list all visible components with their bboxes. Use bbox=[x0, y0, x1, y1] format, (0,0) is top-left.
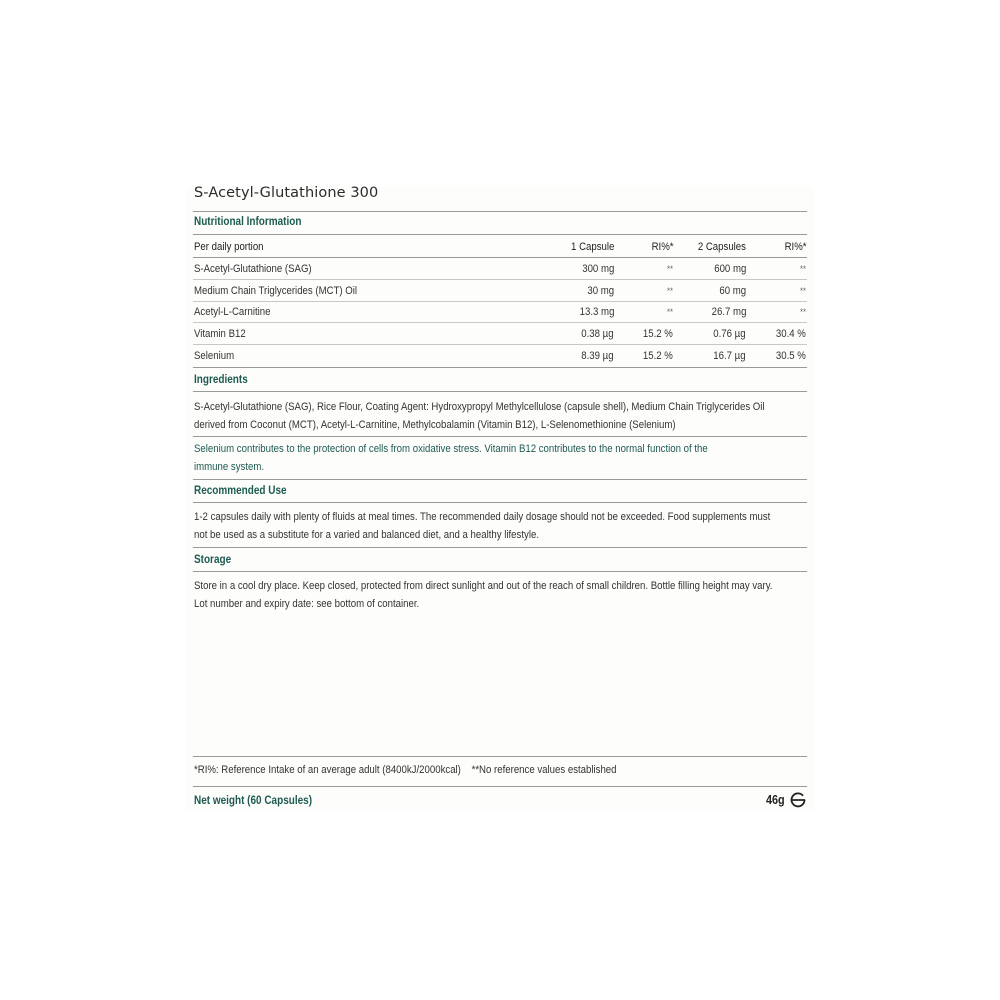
nutrient-amount-2: 60 mg bbox=[719, 285, 746, 297]
column-header-1-capsule: 1 Capsule bbox=[570, 241, 614, 253]
nutrient-amount-2: 16.7 µg bbox=[713, 350, 746, 362]
divider bbox=[193, 301, 807, 302]
column-header-portion: Per daily portion bbox=[194, 241, 264, 253]
storage-line: Store in a cool dry place. Keep closed, protected from direct sunlight and out of the reach of small children. Bottle filling height may vary. bbox=[194, 580, 773, 592]
column-header-ri-1: RI%* bbox=[651, 241, 673, 253]
divider bbox=[193, 502, 807, 503]
net-weight-label: Net weight (60 Capsules) bbox=[194, 794, 313, 807]
divider bbox=[193, 367, 807, 368]
ingredients-text bbox=[194, 399, 808, 434]
divider bbox=[193, 344, 807, 345]
health-claims bbox=[194, 441, 808, 476]
nutrient-ri-2: 30.4 % bbox=[776, 328, 806, 340]
nutrient-name: Vitamin B12 bbox=[194, 328, 246, 340]
nutrient-ri-2: 30.5 % bbox=[776, 350, 806, 362]
nutrient-amount-2: 600 mg bbox=[713, 263, 746, 275]
nutrient-ri-1: 15.2 % bbox=[643, 350, 673, 362]
storage-heading: Storage bbox=[194, 553, 232, 566]
nutrient-name: Medium Chain Triglycerides (MCT) Oil bbox=[194, 285, 358, 297]
divider bbox=[193, 391, 807, 392]
divider bbox=[193, 234, 807, 235]
nutrient-ri-1: 15.2 % bbox=[643, 328, 673, 340]
nutrient-amount-1: 300 mg bbox=[581, 263, 614, 275]
recommended-use-text bbox=[194, 509, 808, 544]
nutrient-ri-2: ** bbox=[799, 307, 806, 317]
nutrient-ri-2: ** bbox=[799, 286, 806, 296]
nutrient-amount-1: 8.39 µg bbox=[581, 350, 614, 362]
recommended-use-heading: Recommended Use bbox=[194, 484, 287, 497]
ingredients-heading: Ingredients bbox=[194, 373, 248, 386]
divider bbox=[193, 322, 807, 323]
divider bbox=[193, 786, 807, 787]
nutrient-ri-1: ** bbox=[666, 286, 673, 296]
ingredients-line: derived from Coconut (MCT), Acetyl-L-Carnitine, Methylcobalamin (Vitamin B12), L-Selenomethionine (Selenium) bbox=[194, 418, 676, 431]
divider bbox=[193, 257, 807, 258]
nutrient-amount-1: 0.38 µg bbox=[581, 328, 614, 340]
divider bbox=[193, 279, 807, 280]
product-title: S-Acetyl-Glutathione 300 bbox=[194, 185, 379, 201]
nutrient-amount-1: 30 mg bbox=[587, 285, 614, 297]
storage-line: Lot number and expiry date: see bottom of container. bbox=[194, 597, 420, 610]
divider bbox=[193, 756, 807, 757]
claims-line: Selenium contributes to the protection of cells from oxidative stress. Vitamin B12 contributes to the normal function of the bbox=[194, 443, 708, 455]
nutrient-ri-1: ** bbox=[666, 307, 673, 317]
recommended-use-line: not be used as a substitute for a varied and balanced diet, and a healthy lifestyle. bbox=[194, 528, 539, 541]
divider bbox=[193, 571, 807, 572]
nutrient-name: S-Acetyl-Glutathione (SAG) bbox=[194, 263, 312, 275]
ingredients-line: S-Acetyl-Glutathione (SAG), Rice Flour, Coating Agent: Hydroxypropyl Methylcellulose (capsule shell), Medium Chain Triglycerides Oil bbox=[194, 401, 765, 413]
nutrient-amount-2: 0.76 µg bbox=[713, 328, 746, 340]
net-weight-value: 46g bbox=[766, 793, 785, 807]
column-header-2-capsules: 2 Capsules bbox=[697, 241, 746, 253]
nutrient-amount-2: 26.7 mg bbox=[711, 306, 746, 318]
divider bbox=[193, 479, 807, 480]
claims-line: immune system. bbox=[194, 460, 265, 473]
nutrition-heading: Nutritional Information bbox=[194, 215, 302, 228]
recommended-use-line: 1-2 capsules daily with plenty of fluids at meal times. The recommended daily dosage should not be exceeded. Food supplements must bbox=[194, 511, 771, 523]
divider bbox=[193, 436, 807, 437]
nutrient-ri-2: ** bbox=[799, 264, 806, 274]
nutrient-name: Acetyl-L-Carnitine bbox=[194, 306, 271, 318]
nutrient-ri-1: ** bbox=[666, 264, 673, 274]
estimated-sign-icon bbox=[789, 792, 807, 808]
divider bbox=[193, 547, 807, 548]
nutrient-name: Selenium bbox=[194, 350, 235, 362]
ri-footnote: *RI%: Reference Intake of an average adult (8400kJ/2000kcal) **No reference values established bbox=[194, 764, 617, 776]
storage-text bbox=[194, 578, 808, 613]
nutrient-amount-1: 13.3 mg bbox=[579, 306, 614, 318]
column-header-ri-2: RI%* bbox=[784, 241, 806, 253]
divider bbox=[193, 211, 807, 212]
